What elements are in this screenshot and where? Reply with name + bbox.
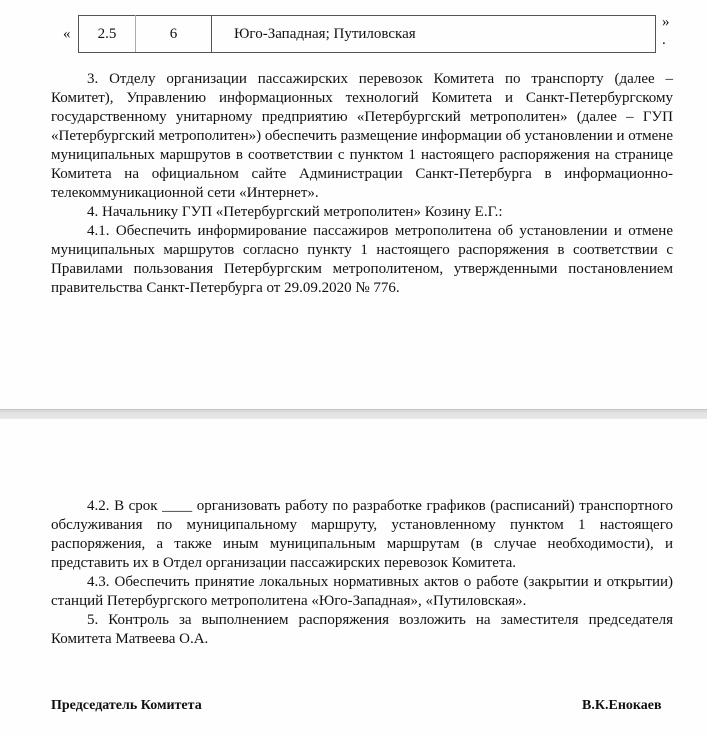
paragraph-4-1: 4.1. Обеспечить информирование пассажиров метрополитена об установлении и отмене муниципальных маршрутов согласно пункту 1 настоящего распоряжения в соответствии с Правилами пользования Петербургским метрополитеном, утвержденными постановлением правительства Санкт-Петербурга от 29.09.2020 № 776. [51, 223, 673, 296]
route-table [78, 15, 656, 53]
table-row [79, 16, 656, 53]
paragraph-4: 4. Начальнику ГУП «Петербургский метрополитен» Козину Е.Г.: [87, 204, 503, 220]
closing-period: . [662, 32, 666, 48]
route-number-cell: 6 [136, 16, 212, 53]
opening-quote: « [63, 26, 71, 42]
signature-position: Председатель Комитета [51, 698, 202, 713]
stations-cell: Юго-Западная; Путиловская [212, 16, 656, 53]
row-number-cell: 2.5 [79, 16, 136, 53]
page2-body [51, 497, 673, 649]
paragraph-4-2: 4.2. В срок ____ организовать работу по разработке графиков (расписаний) транспортного обслуживания по муниципальному маршруту, установленному пунктом 1 настоящего распоряжения, а также иным муниципальным маршрутам (в случае необходимости), и представить их в Отдел организации пассажирских перевозок Комитета. [51, 498, 673, 571]
page1-body [51, 70, 673, 298]
closing-quote: » [662, 14, 670, 30]
paragraph-4-3: 4.3. Обеспечить принятие локальных нормативных актов о работе (закрытии и открытии) станций Петербургского метрополитена «Юго-Западная», «Путиловская». [51, 574, 673, 609]
paragraph-5: 5. Контроль за выполнением распоряжения возложить на заместителя председателя Комитета Матвеева О.А. [51, 612, 673, 647]
paragraph-3: 3. Отделу организации пассажирских перевозок Комитета по транспорту (далее – Комитет), Управлению информационных технологий Комитета и Санкт-Петербургскому государственному унитарному предприятию «Петербургский метрополитен» (далее – ГУП «Петербургский метрополитен») обеспечить размещение информации об установлении и отмене муниципальных маршрутов в соответствии с пунктом 1 настоящего распоряжения на странице Комитета на официальном сайте Администрации Санкт-Петербурга в информационно-телекоммуникационной сети «Интернет». [51, 71, 673, 201]
signature-name: В.К.Енокаев [582, 698, 662, 713]
page-break [0, 409, 707, 419]
